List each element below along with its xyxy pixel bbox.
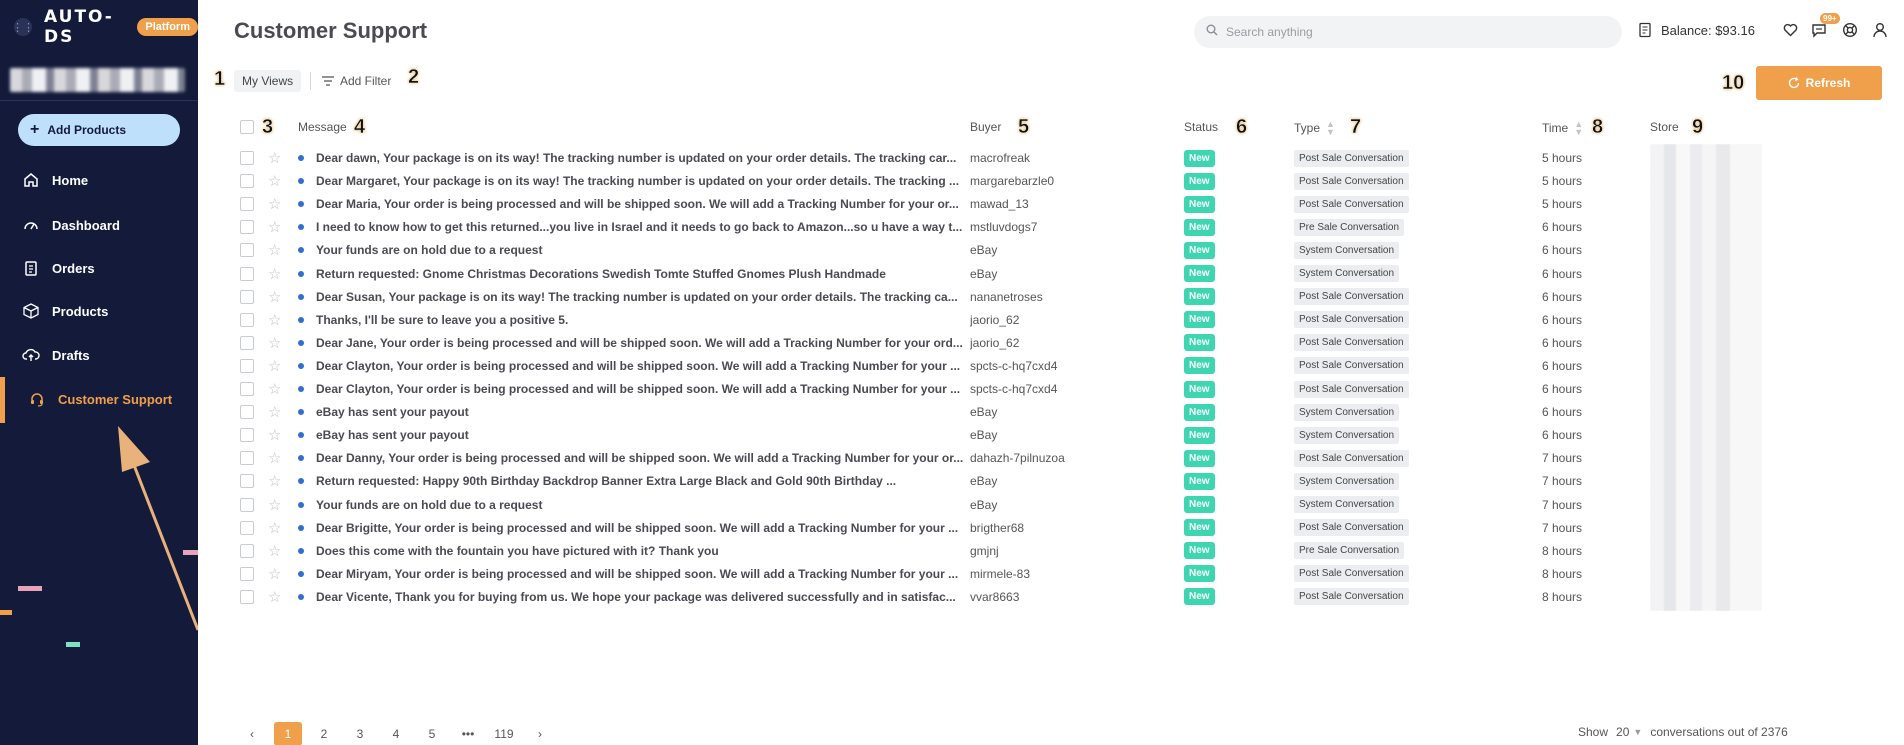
buyer-name: mirmele-83 — [970, 566, 1031, 581]
heart-icon[interactable] — [1781, 21, 1799, 39]
status-label: New — [1184, 288, 1215, 305]
buyer-name: gmjnj — [970, 543, 999, 558]
status-label: New — [1184, 196, 1215, 213]
page-last[interactable]: 119 — [494, 727, 514, 741]
annotation-number: 10 — [1722, 72, 1745, 94]
star-icon[interactable]: ☆ — [268, 242, 282, 260]
sidebar-item-label: Customer Support — [58, 391, 173, 407]
status-label: New — [1184, 542, 1215, 559]
star-icon[interactable]: ☆ — [268, 311, 282, 329]
sidebar-item-products[interactable] — [0, 295, 198, 327]
type-label: Post Sale Conversation — [1294, 334, 1409, 351]
star-icon[interactable]: ☆ — [268, 542, 282, 560]
time-ago: 6 hours — [1542, 428, 1583, 443]
time-ago: 7 hours — [1542, 474, 1583, 489]
annotation-number: 4 — [354, 116, 366, 138]
wallet-icon — [1638, 22, 1653, 38]
chevron-down-icon: ▼ — [1633, 727, 1643, 737]
filter-icon — [322, 76, 334, 86]
time-ago: 6 hours — [1542, 335, 1583, 350]
star-icon[interactable]: ☆ — [268, 519, 282, 537]
message-preview[interactable]: Dear Danny, Your order is being processed and will be shipped soon. We will add a Tracking Number for your or... — [316, 451, 964, 466]
box-icon — [22, 302, 40, 320]
message-preview[interactable]: Dear Vicente, Thank you for buying from us. We hope your package was delivered successfully and in satisfac... — [316, 589, 956, 604]
page-size-select[interactable] — [1616, 725, 1642, 739]
buyer-name: margarebarzle0 — [970, 174, 1055, 189]
type-label: Pre Sale Conversation — [1294, 542, 1404, 559]
type-label: Post Sale Conversation — [1294, 519, 1409, 536]
column-buyer-label: Buyer — [970, 120, 1002, 134]
type-label: System Conversation — [1294, 242, 1399, 259]
annotation-number: 7 — [1350, 116, 1362, 138]
gauge-icon — [22, 216, 40, 234]
sidebar-item-home[interactable] — [0, 164, 198, 196]
add-products-button[interactable] — [18, 114, 180, 146]
sidebar-divider — [0, 100, 198, 101]
buyer-name: vvar8663 — [970, 589, 1020, 604]
star-icon[interactable]: ☆ — [268, 565, 282, 583]
sidebar-item-label: Dashboard — [52, 217, 120, 233]
buyer-name: spcts-c-hq7cxd4 — [970, 358, 1058, 373]
plus-icon: + — [30, 121, 40, 138]
account-selector[interactable] — [10, 68, 185, 92]
star-icon[interactable]: ☆ — [268, 588, 282, 606]
apps-grid-icon[interactable]: ⋮⋮ — [14, 18, 32, 36]
status-label: New — [1184, 311, 1215, 328]
sort-icon[interactable]: ▲ ▼ — [1574, 119, 1584, 137]
message-preview[interactable]: Dear dawn, Your package is on its way! The tracking number is updated on your order details. The tracking car... — [316, 151, 957, 165]
user-icon[interactable] — [1871, 21, 1889, 39]
type-label: Post Sale Conversation — [1294, 450, 1409, 467]
column-store-label: Store — [1650, 120, 1679, 134]
time-ago: 7 hours — [1542, 497, 1583, 512]
type-label: System Conversation — [1294, 404, 1399, 421]
table-header — [198, 116, 1904, 138]
page-ellipsis[interactable]: ••• — [461, 727, 475, 741]
sidebar-item-customer-support[interactable] — [0, 383, 198, 415]
messages-icon[interactable] — [1810, 14, 1837, 39]
decorative-bar — [0, 610, 12, 615]
sidebar-item-drafts[interactable] — [0, 339, 198, 371]
page-5[interactable]: 5 — [428, 727, 436, 741]
type-label: Post Sale Conversation — [1294, 381, 1409, 398]
message-preview[interactable]: Thanks, I'll be sure to leave you a positive 5. — [316, 312, 569, 327]
message-preview[interactable]: Your funds are on hold due to a request — [316, 497, 543, 512]
message-preview[interactable]: Dear Jane, Your order is being processed and will be shipped soon. We will add a Tracking Number for your ord... — [316, 335, 963, 350]
sidebar-item-orders[interactable] — [0, 252, 198, 284]
status-label: New — [1184, 473, 1215, 490]
type-label: System Conversation — [1294, 473, 1399, 490]
type-label: Post Sale Conversation — [1294, 311, 1409, 328]
status-label: New — [1184, 150, 1215, 167]
buyer-name: eBay — [970, 474, 998, 489]
message-preview[interactable]: Return requested: Happy 90th Birthday Backdrop Banner Extra Large Black and Gold 90th Birthday ... — [316, 474, 897, 489]
column-message[interactable] — [298, 120, 347, 134]
annotation-number: 8 — [1592, 116, 1604, 138]
star-icon[interactable]: ☆ — [268, 219, 282, 237]
annotation-number: 6 — [1236, 116, 1248, 138]
star-icon[interactable]: ☆ — [268, 265, 282, 283]
status-label: New — [1184, 427, 1215, 444]
message-preview[interactable]: eBay has sent your payout — [316, 428, 469, 443]
status-label: New — [1184, 265, 1215, 282]
column-time[interactable] — [1542, 120, 1583, 136]
message-preview[interactable]: Dear Miryam, Your order is being processed and will be shipped soon. We will add a Tracking Number for your ... — [316, 566, 959, 581]
type-label: System Conversation — [1294, 427, 1399, 444]
time-ago: 6 hours — [1542, 220, 1583, 235]
sidebar-item-label: Home — [52, 172, 89, 188]
search-input[interactable] — [1226, 25, 1606, 39]
time-ago: 5 hours — [1542, 197, 1583, 212]
buyer-name: jaorio_62 — [970, 312, 1020, 327]
column-status-label: Status — [1184, 120, 1219, 134]
balance-text: Balance: $93.16 — [1661, 22, 1755, 38]
time-ago: 7 hours — [1542, 451, 1583, 466]
home-icon — [22, 171, 40, 189]
message-preview[interactable]: Dear Susan, Your package is on its way! The tracking number is updated on your order details. The tracking ca... — [316, 289, 958, 304]
message-preview[interactable]: Your funds are on hold due to a request — [316, 243, 543, 258]
star-icon[interactable]: ☆ — [268, 496, 282, 514]
notification-badge: 99+ — [1820, 13, 1840, 24]
message-preview[interactable]: I need to know how to get this returned...you live in Israel and it needs to go back to Amazon...so u have a way t... — [316, 220, 963, 235]
status-label: New — [1184, 381, 1215, 398]
unread-dot-icon — [298, 583, 304, 611]
sidebar-item-label: Products — [52, 303, 109, 319]
search-box[interactable] — [1194, 16, 1622, 48]
annotation-number: 2 — [408, 66, 420, 88]
time-ago: 6 hours — [1542, 312, 1583, 327]
buyer-name: nananetroses — [970, 289, 1043, 304]
buyer-name: mstluvdogs7 — [970, 220, 1038, 235]
logo-row — [12, 7, 198, 47]
table-row[interactable] — [198, 583, 1904, 611]
select-all-checkbox[interactable] — [240, 120, 254, 134]
sidebar-item-dashboard[interactable] — [0, 209, 198, 241]
time-ago: 7 hours — [1542, 520, 1583, 535]
status-label: New — [1184, 404, 1215, 421]
status-label: New — [1184, 450, 1215, 467]
store-thumbnail — [1650, 583, 1762, 611]
type-label: System Conversation — [1294, 496, 1399, 513]
star-icon[interactable]: ☆ — [268, 427, 282, 445]
add-filter-label: Add Filter — [340, 74, 392, 88]
page-size-value: 20 — [1616, 725, 1630, 739]
status-label: New — [1184, 496, 1215, 513]
type-label: Post Sale Conversation — [1294, 196, 1409, 213]
column-message-label: Message — [298, 120, 347, 134]
time-ago: 5 hours — [1542, 174, 1583, 189]
column-store[interactable] — [1650, 120, 1679, 134]
buyer-name: dahazh-7pilnuzoa — [970, 451, 1065, 466]
message-preview[interactable]: Dear Margaret, Your package is on its way! The tracking number is updated on your order details. The tracking ... — [316, 174, 960, 189]
refresh-label: Refresh — [1805, 76, 1851, 90]
time-ago: 6 hours — [1542, 358, 1583, 373]
platform-badge: Platform — [137, 18, 198, 36]
annotation-number: 3 — [262, 116, 274, 138]
sidebar-item-label: Orders — [52, 260, 95, 276]
time-ago: 8 hours — [1542, 566, 1583, 581]
balance[interactable] — [1638, 18, 1755, 42]
decorative-bar — [66, 642, 80, 647]
time-ago: 6 hours — [1542, 289, 1583, 304]
page-3[interactable]: 3 — [356, 727, 364, 741]
page-title: Customer Support — [234, 18, 428, 43]
star-icon[interactable]: ☆ — [268, 450, 282, 468]
page-1[interactable]: 1 — [274, 722, 302, 745]
message-preview[interactable]: Dear Brigitte, Your order is being processed and will be shipped soon. We will add a Tracking Number for your ... — [316, 520, 959, 535]
star-icon[interactable]: ☆ — [268, 381, 282, 398]
refresh-icon — [1788, 77, 1800, 89]
prev-page-icon[interactable]: ‹ — [250, 727, 254, 741]
total-text: conversations out of 2376 — [1650, 725, 1788, 739]
message-preview[interactable]: Does this come with the fountain you have pictured with it? Thank you — [316, 543, 719, 558]
type-label: Post Sale Conversation — [1294, 173, 1409, 190]
status-label: New — [1184, 357, 1215, 374]
star-icon[interactable]: ☆ — [268, 288, 282, 306]
type-label: Post Sale Conversation — [1294, 565, 1409, 582]
search-icon — [1206, 23, 1218, 41]
buyer-name: brigther68 — [970, 520, 1025, 535]
annotation-number: 9 — [1692, 116, 1704, 138]
type-label: Post Sale Conversation — [1294, 288, 1409, 305]
type-label: Post Sale Conversation — [1294, 150, 1409, 167]
message-preview[interactable]: Dear Clayton, Your order is being processed and will be shipped soon. We will add a Tracking Number for your ... — [316, 382, 961, 396]
my-views-button[interactable]: My Views — [234, 70, 301, 92]
message-preview[interactable]: Return requested: Gnome Christmas Decorations Swedish Tomte Stuffed Gnomes Plush Handmade — [316, 266, 886, 281]
time-ago: 6 hours — [1542, 243, 1583, 258]
row-checkbox[interactable] — [240, 583, 254, 611]
buyer-name: eBay — [970, 405, 998, 420]
decorative-bar — [18, 586, 42, 591]
time-ago: 5 hours — [1542, 151, 1583, 165]
type-label: System Conversation — [1294, 265, 1399, 282]
status-label: New — [1184, 242, 1215, 259]
annotation-number: 1 — [214, 68, 226, 90]
column-buyer[interactable] — [970, 120, 1001, 134]
decorative-bar — [183, 550, 198, 555]
star-icon[interactable]: ☆ — [268, 473, 282, 491]
time-ago: 6 hours — [1542, 405, 1583, 420]
sidebar — [0, 0, 198, 745]
buyer-name: spcts-c-hq7cxd4 — [970, 382, 1058, 396]
star-icon[interactable]: ☆ — [268, 173, 282, 191]
cloud-upload-icon — [22, 346, 40, 364]
column-type-label: Type — [1294, 121, 1321, 135]
sort-icon[interactable]: ▲ ▼ — [1326, 119, 1335, 137]
pagination — [234, 722, 558, 745]
time-ago: 6 hours — [1542, 266, 1583, 281]
logo[interactable]: AUTO-DS — [44, 7, 114, 47]
buyer-name: eBay — [970, 243, 998, 258]
time-ago: 8 hours — [1542, 543, 1583, 558]
refresh-button[interactable] — [1756, 66, 1882, 100]
star-icon[interactable]: ☆ — [268, 404, 282, 422]
page-info — [1578, 725, 1788, 739]
status-label: New — [1184, 334, 1215, 351]
main-content — [198, 0, 1904, 745]
type-label: Post Sale Conversation — [1294, 588, 1409, 605]
buyer-name: eBay — [970, 266, 998, 281]
status-label: New — [1184, 173, 1215, 190]
time-ago: 6 hours — [1542, 382, 1583, 396]
time-ago: 8 hours — [1542, 589, 1583, 604]
star-icon[interactable]: ☆ — [268, 196, 282, 214]
type-badge — [1294, 583, 1409, 611]
status-label: New — [1184, 588, 1215, 605]
column-type[interactable] — [1294, 120, 1335, 136]
annotation-number: 5 — [1018, 116, 1030, 138]
message-preview[interactable]: Dear Clayton, Your order is being processed and will be shipped soon. We will add a Tracking Number for your ... — [316, 358, 961, 373]
status-label: New — [1184, 565, 1215, 582]
add-products-label: Add Products — [47, 123, 127, 137]
annotation-arrow-icon — [110, 420, 198, 635]
type-label: Pre Sale Conversation — [1294, 219, 1404, 236]
type-label: Post Sale Conversation — [1294, 357, 1409, 374]
sidebar-item-label: Drafts — [52, 347, 90, 363]
buyer-name: macrofreak — [970, 151, 1031, 165]
star-icon[interactable]: ☆ — [268, 357, 282, 375]
message-preview[interactable]: Dear Maria, Your order is being processed and will be shipped soon. We will add a Tracking Number for your or... — [316, 197, 959, 212]
page-2[interactable]: 2 — [320, 727, 328, 741]
status-badge — [1184, 583, 1215, 611]
buyer-name: eBay — [970, 497, 998, 512]
headset-icon — [28, 390, 46, 408]
status-label: New — [1184, 219, 1215, 236]
help-lifebuoy-icon[interactable] — [1841, 21, 1859, 39]
toolbar-divider — [310, 72, 311, 90]
message-preview[interactable]: eBay has sent your payout — [316, 405, 469, 420]
buyer-name: eBay — [970, 428, 998, 443]
page-4[interactable]: 4 — [392, 727, 400, 741]
column-status[interactable] — [1184, 120, 1218, 134]
next-page-icon[interactable]: › — [538, 727, 542, 741]
column-time-label: Time — [1542, 121, 1569, 135]
clipboard-icon — [22, 259, 40, 277]
star-icon[interactable]: ☆ — [268, 150, 282, 167]
add-filter-button[interactable] — [322, 70, 391, 92]
show-label: Show — [1578, 725, 1609, 739]
buyer-name: jaorio_62 — [970, 335, 1020, 350]
star-icon[interactable]: ☆ — [268, 334, 282, 352]
status-label: New — [1184, 519, 1215, 536]
buyer-name: mawad_13 — [970, 197, 1029, 212]
